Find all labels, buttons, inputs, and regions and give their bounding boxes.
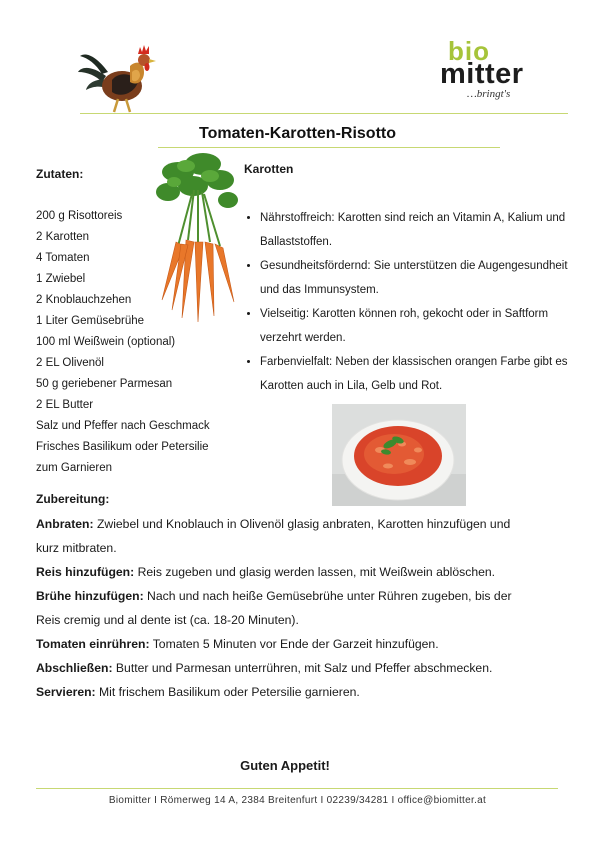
rooster-illustration [78,42,158,114]
ingredient-item: Salz und Pfeffer nach Geschmack [36,420,210,432]
step-label: Abschließen: [36,661,113,675]
step-label: Brühe hinzufügen: [36,589,144,603]
step-text: Mit frischem Basilikum oder Petersilie garnieren. [99,685,360,699]
ingredient-item: 1 Zwiebel [36,273,86,285]
title-rule [158,147,500,148]
ingredient-item: 2 EL Olivenöl [36,357,104,369]
header-rule [80,113,568,114]
ingredients-heading: Zutaten: [36,167,84,181]
carrot-fact-item: • Gesundheitsfördernd: Sie unterstützen die Augengesundheit und das Immunsystem. [260,254,578,302]
footer-rule [36,788,558,789]
step-item [36,632,534,656]
ingredient-item: 4 Tomaten [36,252,90,264]
carrot-fact-item: • Farbenvielfalt: Neben der klassischen orangen Farbe gibt es Karotten auch in Lila, Gelb und Rot. [260,350,578,398]
ingredient-item: Frisches Basilikum oder Petersilie [36,441,209,453]
ingredient-item: zum Garnieren [36,462,113,474]
step-text: Butter und Parmesan unterrühren, mit Salz und Pfeffer abschmecken. [115,661,493,675]
risotto-photo [332,404,466,506]
step-text: Reis zugeben und glasig werden lassen, mit Weißwein ablöschen. [137,565,496,579]
ingredient-item: 50 g geriebener Parmesan [36,378,173,390]
step-item [36,680,534,704]
step-item [36,560,534,584]
recipe-title: Tomaten-Karotten-Risotto [198,125,397,142]
ingredient-item: 2 Knoblauchzehen [36,294,132,306]
ingredient-item: 1 Liter Gemüsebrühe [36,315,145,327]
preparation-heading: Zubereitung: [36,492,110,506]
step-item [36,512,534,560]
step-label: Reis hinzufügen: [36,565,135,579]
ingredient-item: 200 g Risottoreis [36,210,123,222]
carrots-illustration [148,150,240,325]
logo-tagline: …bringt's [467,88,511,100]
step-text: Tomaten 5 Minuten vor Ende der Garzeit hinzufügen. [152,637,439,651]
ingredient-item: 2 Karotten [36,231,90,243]
step-label: Anbraten: [36,517,94,531]
step-text: Zwiebel und Knoblauch in Olivenöl glasig anbraten, Karotten hinzufügen und kurz mitbraten. [36,517,511,555]
step-item [36,656,534,680]
closing-line: Guten Appetit! [240,758,330,773]
step-label: Servieren: [36,685,96,699]
preparation-steps [36,512,534,704]
carrots-heading: Karotten [244,162,294,176]
logo-text-bio: bio [448,36,490,66]
step-item [36,584,534,632]
ingredient-item: 100 ml Weißwein (optional) [36,336,176,348]
carrot-fact-item: • Vielseitig: Karotten können roh, gekocht oder in Saftform verzehrt werden. [260,302,578,350]
carrot-fact-item: • Nährstoffreich: Karotten sind reich an Vitamin A, Kalium und Ballaststoffen. [260,206,578,254]
carrots-facts-list [244,206,578,398]
logo-text-mitter: mitter [440,58,524,90]
step-text: Nach und nach heiße Gemüsebrühe unter Rühren zugeben, bis der Reis cremig und al dente ist (ca. 18-20 Minuten). [36,589,512,627]
step-label: Tomaten einrühren: [36,637,150,651]
ingredient-item: 2 EL Butter [36,399,94,411]
footer-address: Biomitter I Römerweg 14 A, 2384 Breitenfurt I 02239/34281 I office@biomitter.at [108,795,487,806]
